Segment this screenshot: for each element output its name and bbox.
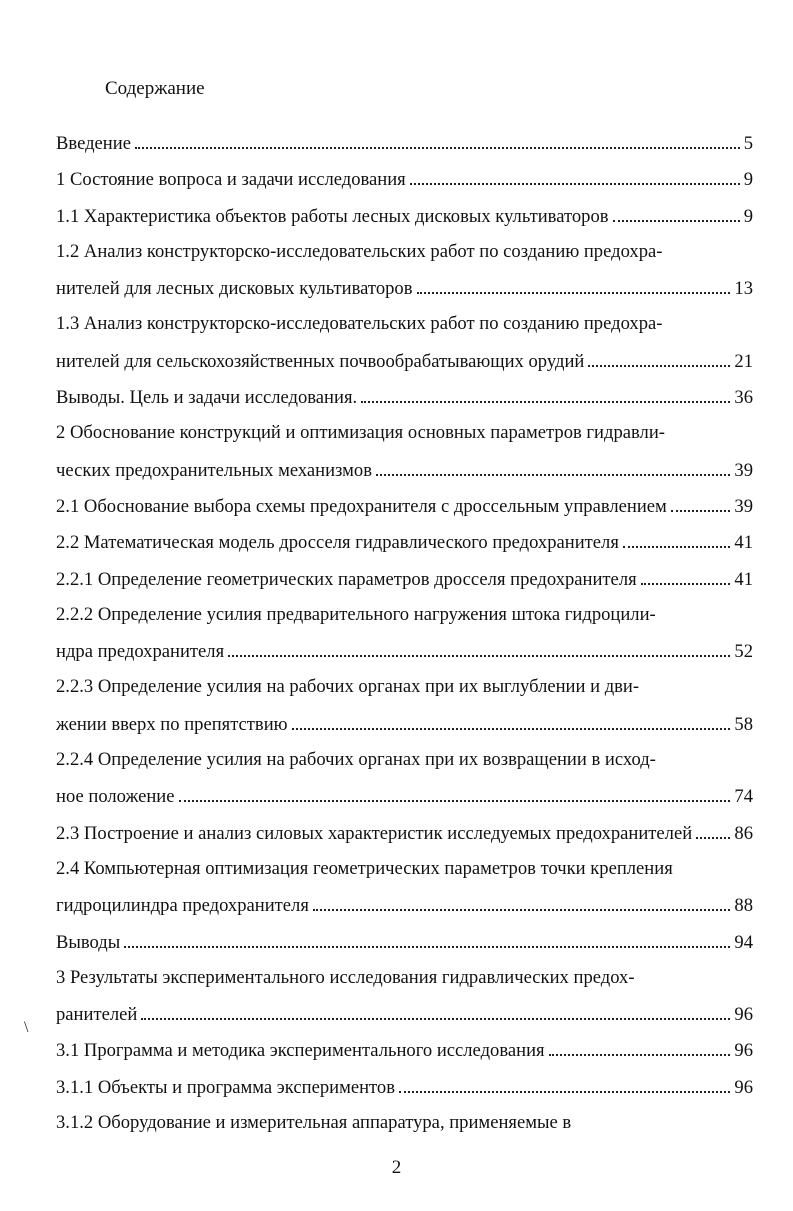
toc-entry-text: жении вверх по препятствию (56, 713, 288, 735)
toc-page-number: 52 (734, 641, 753, 663)
toc-page-number: 86 (734, 822, 753, 844)
toc-leader-dots (410, 164, 740, 185)
toc-leader-dots (696, 818, 730, 839)
toc-entry (56, 818, 753, 854)
toc-page-number: 96 (734, 1040, 753, 1062)
toc-leader-dots (124, 927, 730, 948)
toc-leader-dots (141, 999, 730, 1020)
toc-entry (56, 1072, 753, 1108)
toc-entry (56, 346, 753, 382)
toc-entry-text: 3.1.2 Оборудование и измерительная аппаратура, применяемые в (56, 1112, 572, 1134)
toc-leader-dots (135, 128, 740, 149)
toc-leader-dots (671, 491, 731, 512)
toc-page-number: 39 (734, 459, 753, 481)
toc-leader-dots (641, 564, 731, 585)
toc-entry-text: 2.2.3 Определение усилия на рабочих органах при их выглублении и дви- (56, 676, 640, 698)
toc-entry (56, 237, 753, 273)
toc-entry (56, 672, 753, 708)
toc-entry-text: 1.3 Анализ конструкторско-исследовательских работ по созданию предохра- (56, 313, 663, 335)
toc-leader-dots (313, 890, 731, 911)
toc-leader-dots (549, 1035, 731, 1056)
toc-page-number: 58 (734, 713, 753, 735)
toc-entry (56, 854, 753, 890)
toc-page-number: 39 (734, 495, 753, 517)
toc-page-number: 96 (734, 1076, 753, 1098)
toc-leader-dots (361, 382, 730, 403)
toc-entry (56, 164, 753, 200)
toc-entry-text: 2.4 Компьютерная оптимизация геометрических параметров точки крепления (56, 857, 673, 879)
toc-entry (56, 709, 753, 745)
toc-entry-text: Выводы. Цель и задачи исследования. (56, 387, 358, 409)
toc-entry-text: 1.1 Характеристика объектов работы лесных дисковых культиваторов (56, 205, 609, 227)
toc-entry-text: 3 Результаты экспериментального исследования гидравлических предох- (56, 966, 635, 988)
toc-leader-dots (228, 636, 730, 657)
margin-mark: \ (24, 1019, 29, 1036)
toc-page-number: 5 (743, 133, 753, 154)
toc-entry (56, 636, 753, 672)
toc-entry (56, 564, 753, 600)
toc-page-number: 21 (734, 350, 753, 372)
toc-entry (56, 781, 753, 817)
toc-leader-dots (179, 781, 731, 802)
toc-entry (56, 273, 753, 309)
toc-entry (56, 890, 753, 926)
toc-page-number: 41 (734, 568, 753, 590)
toc-entry (56, 963, 753, 999)
toc-page-number: 88 (734, 895, 753, 917)
toc-leader-dots (613, 201, 740, 222)
toc-entry-text: ное положение (56, 786, 175, 808)
toc-entry (56, 999, 753, 1035)
toc-entry (56, 491, 753, 527)
toc-entry-text: ндра предохранителя (56, 641, 225, 663)
toc-entry-text: 2.2 Математическая модель дросселя гидравлического предохранителя (56, 532, 619, 554)
toc-page-number: 96 (734, 1004, 753, 1026)
toc-entry-text: нителей для сельскохозяйственных почвообрабатывающих орудий (56, 350, 585, 372)
toc-page-number: 94 (734, 931, 753, 953)
toc-entry-text: 2 Обоснование конструкций и оптимизация основных параметров гидравли- (56, 422, 665, 444)
toc-entry-text: 2.2.1 Определение геометрических параметров дросселя предохранителя (56, 568, 637, 590)
toc-entry-text: Введение (56, 133, 131, 154)
toc-page-number: 13 (734, 278, 753, 300)
toc-entry (56, 745, 753, 781)
toc-entry-text: ческих предохранительных механизмов (56, 459, 372, 481)
toc-entry (56, 201, 753, 237)
toc-entry-text: ранителей (56, 1004, 138, 1026)
toc-entry-text: гидроцилиндра предохранителя (56, 895, 309, 917)
toc-page-number: 9 (743, 205, 753, 227)
toc-leader-dots (376, 455, 730, 476)
toc-entry (56, 1108, 753, 1144)
table-of-contents (56, 128, 753, 1144)
toc-entry-text: Выводы (56, 931, 121, 953)
toc-entry-text: 3.1.1 Объекты и программа экспериментов (56, 1076, 395, 1098)
toc-page-number: 41 (734, 532, 753, 554)
toc-entry-text: 2.3 Построение и анализ силовых характеристик исследуемых предохранителей (56, 822, 693, 844)
toc-entry (56, 382, 753, 418)
toc-leader-dots (399, 1072, 730, 1093)
toc-leader-dots (417, 273, 731, 294)
toc-entry (56, 128, 753, 164)
page-title: Содержание (105, 78, 205, 99)
toc-page-number: 74 (734, 786, 753, 808)
toc-page-number: 9 (743, 169, 753, 191)
toc-leader-dots (588, 346, 730, 367)
toc-entry-text: 1 Состояние вопроса и задачи исследования (56, 169, 406, 191)
toc-entry-text: 2.2.4 Определение усилия на рабочих органах при их возвращении в исход- (56, 749, 656, 771)
toc-leader-dots (623, 527, 731, 548)
toc-entry (56, 600, 753, 636)
toc-entry-text: нителей для лесных дисковых культиваторов (56, 278, 413, 300)
page-number: 2 (391, 1157, 402, 1178)
toc-leader-dots (292, 709, 731, 730)
toc-page-number: 36 (734, 387, 753, 409)
toc-entry (56, 455, 753, 491)
toc-entry (56, 1035, 753, 1071)
toc-entry-text: 1.2 Анализ конструкторско-исследовательских работ по созданию предохра- (56, 240, 663, 262)
toc-entry (56, 309, 753, 345)
toc-entry (56, 418, 753, 454)
toc-entry-text: 2.1 Обоснование выбора схемы предохранителя с дроссельным управлением (56, 495, 667, 517)
toc-entry-text: 3.1 Программа и методика экспериментального исследования (56, 1040, 545, 1062)
toc-entry (56, 927, 753, 963)
toc-entry (56, 527, 753, 563)
toc-entry-text: 2.2.2 Определение усилия предварительного нагружения штока гидроцили- (56, 603, 656, 625)
